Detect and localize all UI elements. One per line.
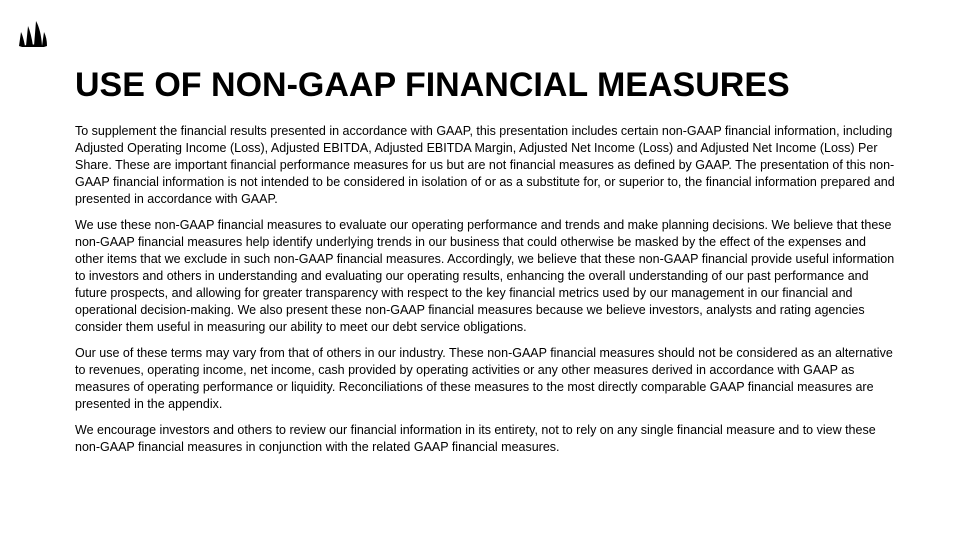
paragraph-1: To supplement the financial results presented in accordance with GAAP, this presentation includes certain non-GAAP financial information, including Adjusted Operating Income (Loss), Adjusted EBITDA, Adjusted EBITDA Margin, Adjusted Net Income (Loss) and Adjusted Net Income (Loss) Per Share. These are important financial performance measures for us but are not financial measures as defined by GAAP. The presentation of this non-GAAP financial information is not intended to be considered in isolation of or as a substitute for, or superior to, the financial information prepared and presented in accordance with GAAP. bbox=[75, 124, 895, 206]
body-text bbox=[75, 123, 895, 465]
paragraph-2: We use these non-GAAP financial measures to evaluate our operating performance and trends and make planning decisions. We believe that these non-GAAP financial measures help identify underlying trends in our business that could otherwise be masked by the effect of the expenses and other items that we exclude in such non-GAAP financial measures. Accordingly, we believe that these non-GAAP financial provide useful information to investors and others in understanding and evaluating our operating results, enhancing the overall understanding of our past performance and future prospects, and allowing for greater transparency with respect to the key financial metrics used by our management in our financial and operational decision-making. We also present these non-GAAP financial measures because we believe investors, analysts and rating agencies consider them useful in measuring our ability to meet our debt service obligations. bbox=[75, 218, 895, 334]
paragraph-4: We encourage investors and others to review our financial information in its entirety, not to rely on any single financial measure and to view these non-GAAP financial measures in conjunction with the related GAAP financial measures. bbox=[75, 423, 876, 454]
paragraph-3: Our use of these terms may vary from that of others in our industry. These non-GAAP financial measures should not be considered as an alternative to revenues, operating income, net income, cash provided by operating activities or any other measures derived in accordance with GAAP as measures of operating performance or liquidity. Reconciliations of these measures to the most directly comparable GAAP financial measures are presented in the appendix. bbox=[75, 346, 893, 411]
sail-logo-icon bbox=[18, 18, 48, 48]
page-title: USE OF NON-GAAP FINANCIAL MEASURES bbox=[75, 66, 790, 104]
